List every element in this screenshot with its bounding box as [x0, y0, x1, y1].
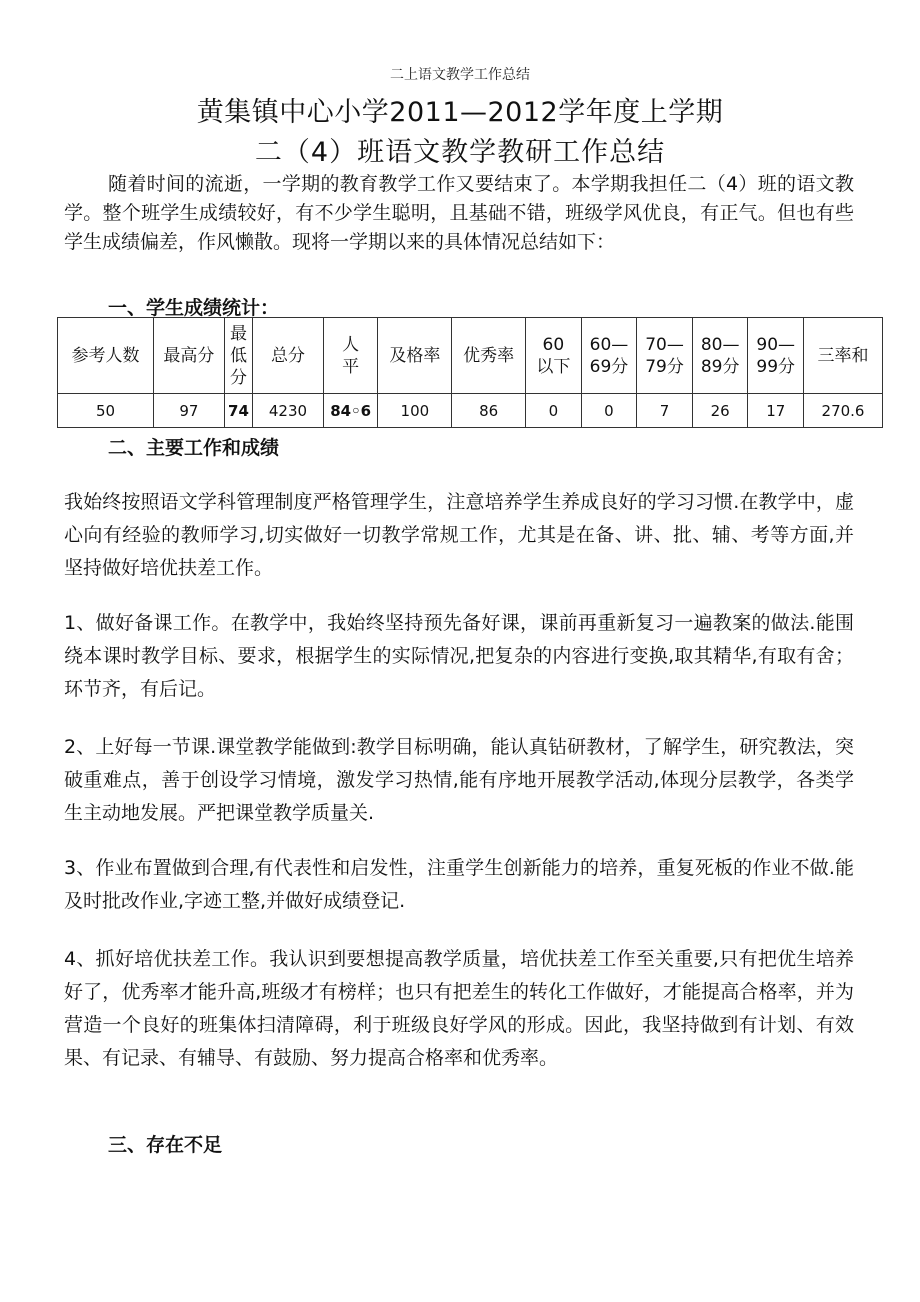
cell-70-79: 7: [637, 394, 693, 428]
header-cell-excellent-rate: 优秀率: [452, 318, 526, 394]
paragraph-homework: 3、作业布置做到合理,有代表性和启发性，注重学生创新能力的培养，重复死板的作业不做.能及时批改作业,字迹工整,并做好成绩登记.: [64, 857, 854, 912]
cell-excellent-rate: 86: [452, 394, 526, 428]
cell-highest: 97: [154, 394, 225, 428]
table-header-row: [58, 318, 883, 394]
document-title-line2: 二（4）班语文教学教研工作总结: [254, 137, 666, 168]
header-cell-average: 人平: [323, 318, 378, 394]
running-header: 二上语文教学工作总结: [390, 67, 530, 83]
header-cell-highest: 最高分: [154, 318, 225, 394]
section-heading-main-work: 二、主要工作和成绩: [108, 437, 280, 459]
cell-pass-rate: 100: [378, 394, 452, 428]
cell-total: 4230: [253, 394, 324, 428]
header-cell-three-rate-sum: 三率和: [804, 318, 883, 394]
paragraph-overview: 我始终按照语文学科管理制度严格管理学生，注意培养学生养成良好的学习习惯.在教学中，虚心向有经验的教师学习,切实做好一切教学常规工作，尤其是在备、讲、批、辅、考等方面,并坚持做好培优扶差工作。: [64, 491, 854, 579]
cell-below-60: 0: [526, 394, 582, 428]
header-cell-80-89: 80—89分: [692, 318, 748, 394]
header-cell-below-60: 60以下: [526, 318, 582, 394]
intro-paragraph: 随着时间的流逝，一学期的教育教学工作又要结束了。本学期我担任二（4）班的语文教学。整个班学生成绩较好，有不少学生聪明，且基础不错，班级学风优良，有正气。但也有些学生成绩偏差，作风懒散。现将一学期以来的具体情况总结如下：: [64, 173, 854, 253]
section-heading-stats: 一、学生成绩统计：: [108, 297, 280, 319]
section-heading-shortcomings: 三、存在不足: [108, 1134, 223, 1156]
document-title-line1: 黄集镇中心小学2011—2012学年度上学期: [196, 97, 724, 128]
cell-three-rate-sum: 270.6: [804, 394, 883, 428]
cell-90-99: 17: [748, 394, 804, 428]
header-cell-total: 总分: [253, 318, 324, 394]
header-cell-participants: 参考人数: [58, 318, 154, 394]
header-cell-60-69: 60—69分: [581, 318, 637, 394]
paragraph-teaching: 2、上好每一节课.课堂教学能做到:教学目标明确，能认真钻研教材，了解学生，研究教法，突破重难点，善于创设学习情境，激发学习热情,能有序地开展教学活动,体现分层教学，各类学生主动地发展。严把课堂教学质量关.: [64, 736, 854, 824]
cell-participants: 50: [58, 394, 154, 428]
cell-lowest: 74: [224, 394, 252, 428]
paragraph-tutoring: 4、抓好培优扶差工作。我认识到要想提高教学质量，培优扶差工作至关重要,只有把优生培养好了，优秀率才能升高,班级才有榜样；也只有把差生的转化工作做好，才能提高合格率，并为营造一个良好的班集体扫清障碍，利于班级良好学风的形成。因此，我坚持做到有计划、有效果、有记录、有辅导、有鼓励、努力提高合格率和优秀率。: [64, 948, 854, 1069]
header-cell-pass-rate: 及格率: [378, 318, 452, 394]
header-cell-90-99: 90—99分: [748, 318, 804, 394]
cell-80-89: 26: [692, 394, 748, 428]
cell-60-69: 0: [581, 394, 637, 428]
header-cell-lowest: 最低分: [224, 318, 252, 394]
score-statistics-table: [57, 317, 883, 428]
header-cell-70-79: 70—79分: [637, 318, 693, 394]
cell-average: 84◦6: [323, 394, 378, 428]
paragraph-lesson-prep: 1、做好备课工作。在教学中，我始终坚持预先备好课，课前再重新复习一遍教案的做法.能围绕本课时教学目标、要求，根据学生的实际情况,把复杂的内容进行变换,取其精华,有取有舍；环节齐，有后记。: [64, 612, 854, 700]
table-row: [58, 394, 883, 428]
